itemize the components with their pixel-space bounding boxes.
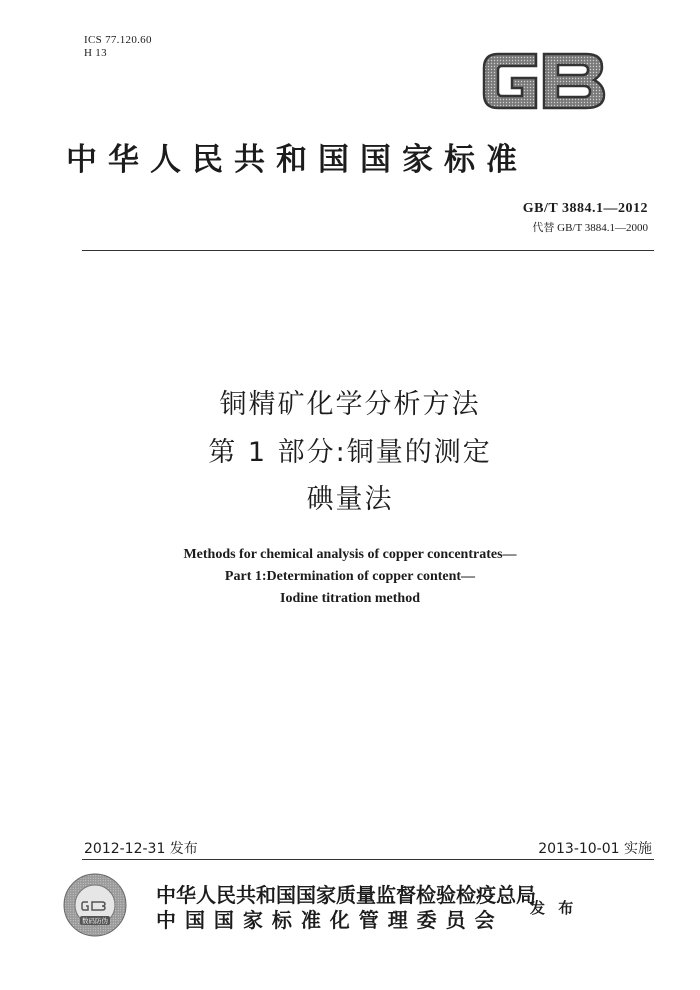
issuer-aqsiq: 中华人民共和国国家质量监督检验检疫总局 [156, 883, 536, 907]
ccs-code: H 13 [84, 47, 107, 59]
ics-code: ICS 77.120.60 [84, 34, 152, 46]
title-zh-line2: 第 1 部分:铜量的测定 [208, 437, 492, 468]
issue-date: 2012-12-31 发布 [84, 841, 198, 857]
seal-label: 数码防伪 [82, 917, 108, 925]
title-en-line1: Methods for chemical analysis of copper concentrates— [183, 547, 517, 562]
bottom-divider [82, 859, 654, 860]
publish-label: 发 布 [530, 899, 578, 917]
title-zh-line1: 铜精矿化学分析方法 [219, 389, 481, 420]
anti-counterfeit-seal-icon [62, 872, 128, 938]
issuer-sac: 中 国 国 家 标 准 化 管 理 委 员 会 [156, 908, 496, 932]
title-zh-line3: 碘量法 [306, 484, 394, 515]
top-divider [82, 250, 654, 251]
national-standard-heading: 中华人民共和国国家标准 [66, 142, 528, 178]
gb-logo [478, 44, 610, 118]
implementation-date: 2013-10-01 实施 [538, 841, 652, 857]
standard-number: GB/T 3884.1—2012 [522, 201, 648, 216]
title-en-line2: Part 1:Determination of copper content— [224, 569, 476, 584]
logo-letter-b [544, 54, 604, 108]
replaces-standard: 代替 GB/T 3884.1—2000 [532, 222, 648, 234]
standard-number-block [523, 201, 648, 235]
classification-codes [84, 34, 152, 60]
logo-letter-g [484, 54, 536, 108]
title-en-line3: Iodine titration method [280, 591, 420, 606]
